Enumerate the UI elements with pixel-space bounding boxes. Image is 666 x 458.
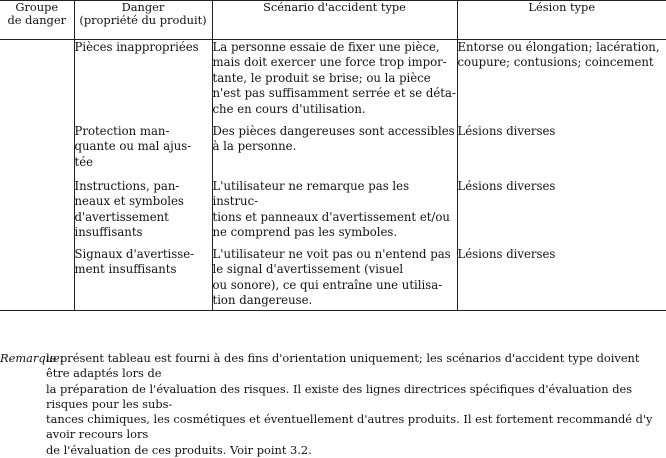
cell-injury: Lésions diverses: [457, 247, 666, 311]
table-body: [0, 40, 666, 311]
table-row: [0, 247, 666, 311]
cell-accident-scenario: L'utilisateur ne voit pas ou n'entend pas le signal d'avertissement (visuel ou sonore), ce qui entraîne une utilisa- tion dangereuse.: [212, 247, 457, 311]
column-header-hazard: Danger (propriété du produit): [74, 1, 212, 40]
cell-hazard-group: [0, 247, 74, 311]
cell-hazard: Signaux d'avertisse- ment insuffisants: [74, 247, 212, 311]
column-header-accident-scenario: Scénario d'accident type: [212, 1, 457, 40]
column-header-injury: Lésion type: [457, 1, 666, 40]
cell-hazard: Instructions, pan- neaux et symboles d'avertissement insuffisants: [74, 179, 212, 247]
remark-label: Remarque:: [0, 351, 64, 365]
cell-hazard-group: [0, 124, 74, 179]
cell-injury: Lésions diverses: [457, 179, 666, 247]
table-row: [0, 40, 666, 125]
table-row: [0, 179, 666, 247]
cell-hazard-group: [0, 40, 74, 125]
column-header-hazard-group: Groupe de danger: [0, 1, 74, 40]
cell-accident-scenario: Des pièces dangereuses sont accessibles à la personne.: [212, 124, 457, 179]
table-row: [0, 124, 666, 179]
cell-hazard-group: [0, 179, 74, 247]
remark-text: le présent tableau est fourni à des fins d'orientation uniquement; les scénarios d'accident type doivent être adaptés lors de la préparation de l'évaluation des risques. Il existe des lignes directrices spécifiques d'évaluation des risques pour les subs- tances chimiques, les cosmétiques et éventuellement d'autres produits. Il est fortement recommandé d'y avoir recours lors de l'évaluation de ces produits. Voir point 3.2.: [46, 351, 653, 457]
cell-injury: Lésions diverses: [457, 124, 666, 179]
table-header: [0, 1, 666, 40]
cell-injury: Entorse ou élongation; lacération, coupure; contusions; coincement: [457, 40, 666, 125]
header-row: [0, 1, 666, 40]
cell-accident-scenario: L'utilisateur ne remarque pas les instruc- tions et panneaux d'avertissement et/ou ne comprend pas les symboles.: [212, 179, 457, 247]
cell-accident-scenario: La personne essaie de fixer une pièce, mais doit exercer une force trop impor- tante, le produit se brise; ou la pièce n'est pas suffisamment serrée et se déta- che en cours d'utilisation.: [212, 40, 457, 125]
cell-hazard: Pièces inappropriées: [74, 40, 212, 125]
cell-hazard: Protection man- quante ou mal ajus- tée: [74, 124, 212, 179]
